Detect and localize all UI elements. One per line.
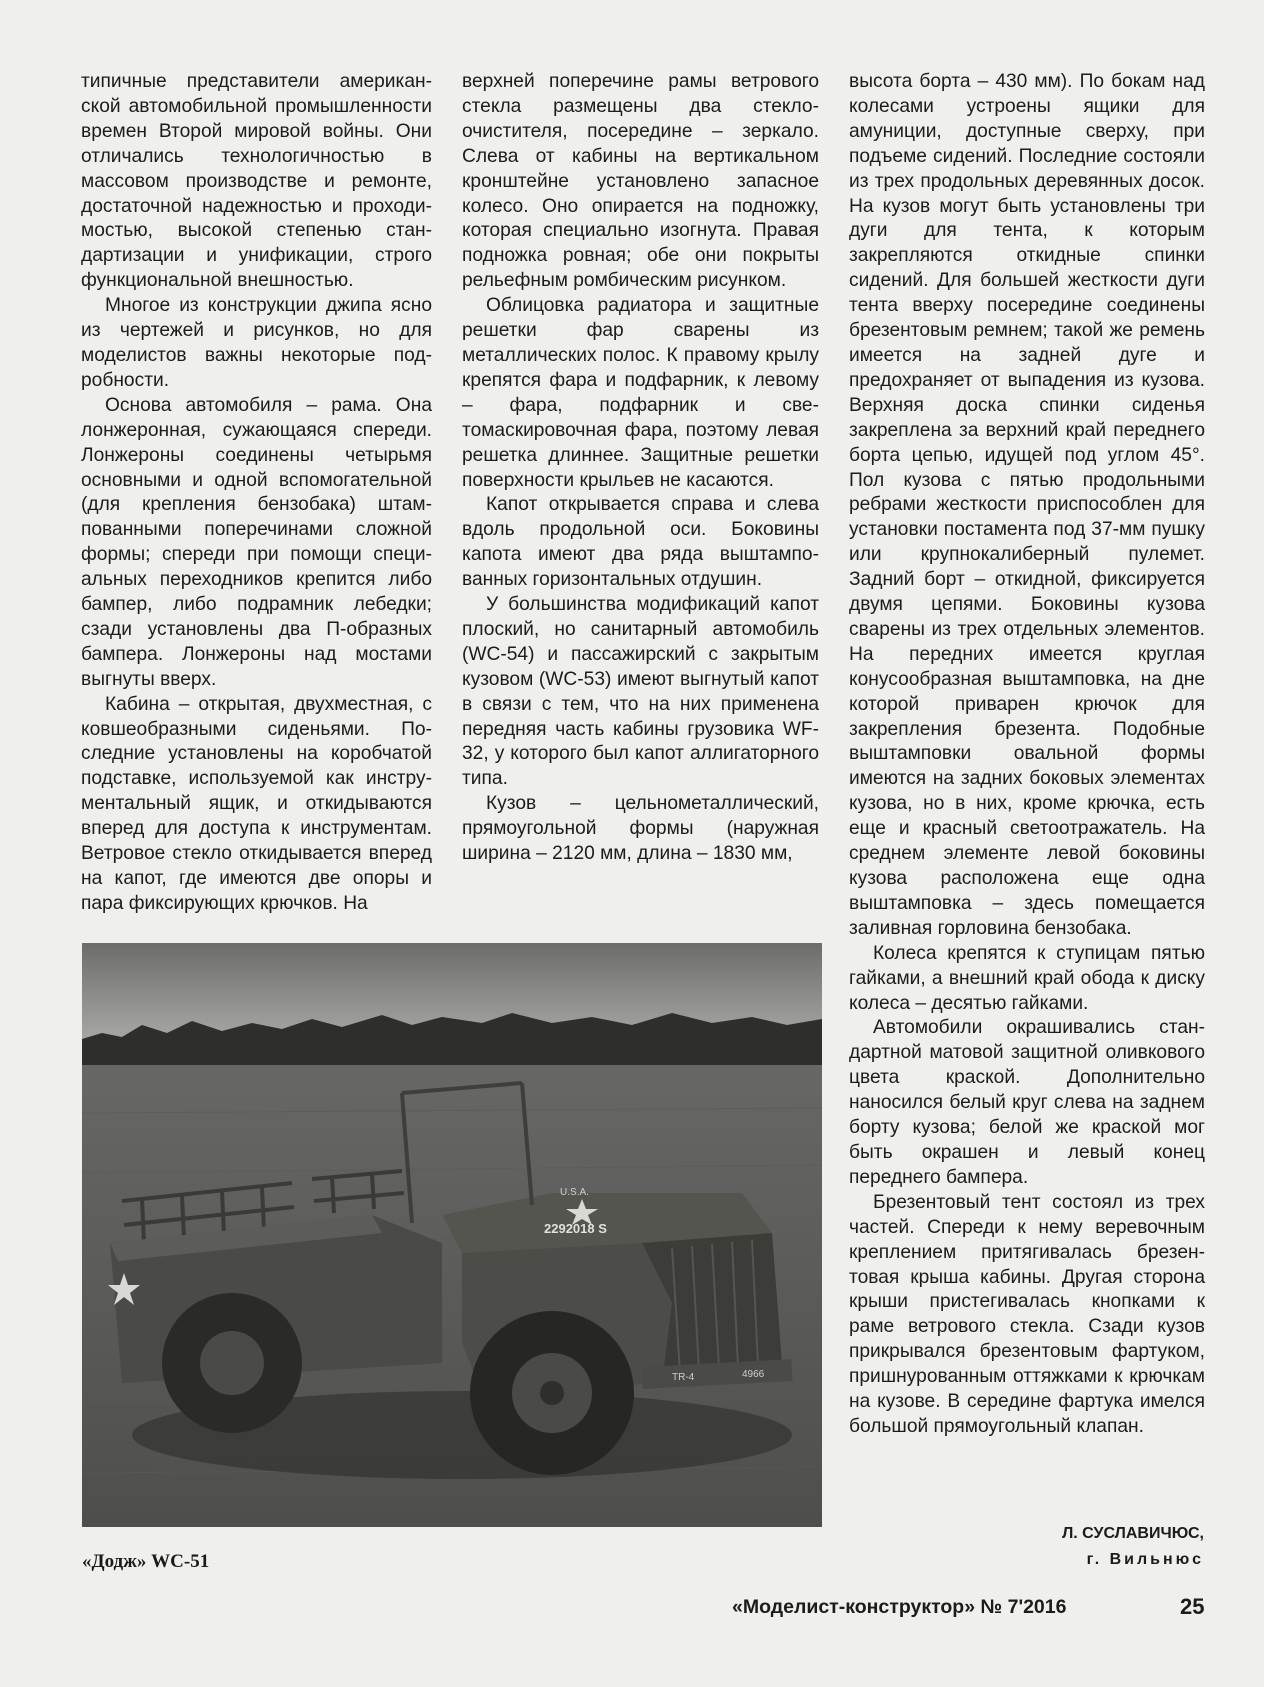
author-city: г. Вильнюс xyxy=(1086,1551,1204,1568)
bumper-marking-left: TR-4 xyxy=(672,1372,695,1383)
hood-text: U.S.A. xyxy=(560,1187,589,1198)
paragraph: Автомобили окрашивались стандартной матовой защитной оливкового цвета краской. Дополнительно наносился белый круг слева на заднем борту кузова; белой же краской мог быть окрашен и левый конец переднего бампера. xyxy=(849,1017,1205,1188)
bumper-marking-right: 4966 xyxy=(742,1369,765,1380)
text-column-3 xyxy=(849,70,1205,1440)
paragraph: Колеса крепятся к ступицам пятью гайками, а внешний край обода к диску колеса – десятью гайками. xyxy=(849,942,1205,1014)
paragraph: Кузов – цельнометаллический, прямоугольной формы (наружная ширина – 2120 мм, длина – 1830 мм, xyxy=(462,793,819,865)
paragraph: Облицовка радиатора и защитные решетки фар сварены из металлических полос. К правому крылу крепятся фара и подфарник, к левому – фара, подфарник и светомаскировочная фара, поэтому левая решетка длиннее. Защитные решетки поверхности крыльев не касаются. xyxy=(462,295,819,491)
photo-caption: «Додж» WC-51 xyxy=(82,1551,210,1572)
author-block xyxy=(1062,1521,1204,1573)
paragraph: Капот открывается справа и слева вдоль продольной оси. Боковины капота имеют два ряда выштампованных горизонтальных отдушин. xyxy=(462,494,819,591)
vehicle-photo xyxy=(82,943,822,1527)
magazine-footer: «Моделист-конструктор» № 7'2016 xyxy=(732,1596,1067,1618)
paragraph: Основа автомобиля – рама. Она лонжеронная, сужающаяся спереди. Лонжероны соединены четырьмя основными и одной вспомогательной (для крепления бензобака) штампованными поперечинами сложной формы; спереди при помощи специальных переходников крепится либо бампер, либо подрамник лебедки; сзади установлены два П-образных бампера. Лонжероны над мостами выгнуты вверх. xyxy=(81,394,432,690)
text-column-1 xyxy=(81,70,432,917)
author-name: Л. СУСЛАВИЧЮС, xyxy=(1062,1525,1204,1542)
paragraph: У большинства модификаций капот плоский, но санитарный автомобиль (WC-54) и пассажирский с закрытым кузовом (WC-53) имеют выгнутый капот в связи с тем, что на них применена передняя часть кабины грузовика WF-32, у которого был капот аллигаторного типа. xyxy=(462,594,819,790)
paragraph: типичные представители американской автомобильной промышленности времен Второй мировой войны. Они отличались технологичностью в массовом производстве и ремонте, достаточной надежностью и проходимостью, высокой степенью стандартизации и унификации, строго функциональной внешностью. xyxy=(81,71,432,292)
paragraph: Многое из конструкции джипа ясно из чертежей и рисунков, но для моделистов важны некоторые подробности. xyxy=(81,295,432,391)
paragraph: верхней поперечине рамы ветрового стекла размещены два стеклоочистителя, посередине – зеркало. Слева от кабины на вертикальном кронштейне установлено запасное колесо. Оно опирается на подножку, которая специально изогнута. Правая подножка ровная; обе они покрыты рельефным ромбическим рисунком. xyxy=(462,71,819,292)
page-number: 25 xyxy=(1180,1594,1205,1619)
text-column-2 xyxy=(462,70,819,867)
dodge-wc51-illustration xyxy=(82,943,822,1527)
paragraph: высота борта – 430 мм). По бокам над колесами устроены ящики для амуниции, доступные сверху, при подъеме сидений. Последние состояли из трех продольных деревянных досок. На кузов могут быть установлены три дуги для тента, к которым закрепляются откидные спинки сидений. Для большей жесткости дуги тента вверху посередине соединены брезентовым ремнем; такой же ремень имеется на задней дуге и предохраняет от выпадения из кузова. Верхняя доска спинки сиденья закреплена за верхний край переднего борта цепью, идущей под углом 45°. Пол кузова с пятью продольными ребрами жесткости приспособлен для установки постамента под 37-мм пушку или крупнокалиберный пулемет. Задний борт – откидной, фиксируется двумя цепями. Боковины кузова сварены из трех отдельных элементов. На передних имеется круглая конусообразная выштамповка, на дне которой приварен крючок для закрепления брезента. Подобные выштамповки овальной формы имеются на задних боковых элементах кузова, но в них, кроме крючка, есть еще и красный светоотражатель. На среднем элементе левой боковины кузова расположена еще одна выштамповка – здесь помещается заливная горловина бензобака. xyxy=(849,71,1205,939)
paragraph: Кабина – открытая, двухместная, с ковшеобразными сиденьями. Последние установлены на коробчатой подставке, используемой как инструментальный ящик, и откидываются вперед для доступа к инструментам. Ветровое стекло откидывается вперед на капот, где имеются две опоры и пара фиксирующих крючков. На xyxy=(81,693,432,914)
rear-wheel xyxy=(162,1293,302,1433)
front-wheel xyxy=(470,1311,634,1475)
paragraph: Брезентовый тент состоял из трех частей. Спереди к нему веревочным креплением притягивалась брезентовая крыша кабины. Другая сторона крыши пристегивалась кнопками к раме ветрового стекла. Сзади кузов прикрывался брезентовым фартуком, пришнурованным оттяжками к крючкам на кузове. В середине фартука имелся большой прямоугольный клапан. xyxy=(849,1191,1205,1437)
hood-number: 2292018 S xyxy=(544,1221,607,1236)
